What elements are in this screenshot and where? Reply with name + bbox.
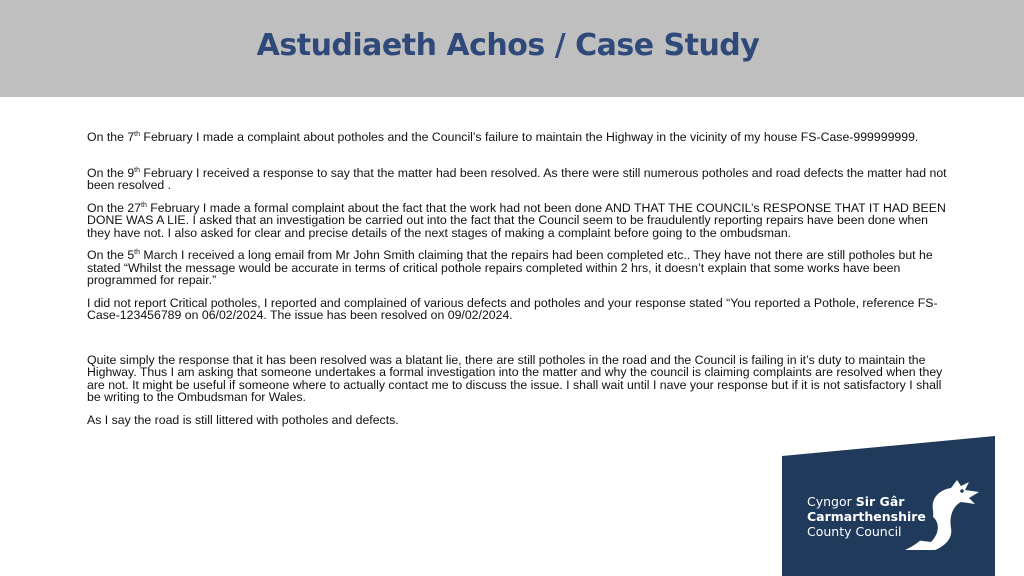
page-title: Astudiaeth Achos / Case Study <box>256 28 760 63</box>
paragraph-3 <box>87 202 947 240</box>
paragraph-5: I did not report Critical potholes, I reported and complained of various defects and potholes and your response stated “You reported a Pothole, reference FS-Case-123456789 on 06/02/2024. The issue has been resolved on 09/02/2024. <box>87 295 938 322</box>
paragraph-6: Quite simply the response that it has been resolved was a blatant lie, there are still potholes in the road and the Council is failing in it’s duty to maintain the Highway. Thus I am asking that someone undertakes a formal investigation into the matter and why the council is claiming complaints are resolved when they are not. It might be useful if someone where to actually contact me to discuss the issue. I shall wait until I nave your response but if it is not satisfactory I shall be writing to the Ombudsman for Wales. <box>87 352 943 404</box>
paragraph-2-text-a: On the 9 <box>87 165 135 180</box>
paragraph-3-ordinal: th <box>141 201 147 209</box>
paragraph-2-text-b: February I received a response to say that the matter had been resolved. As there were still numerous potholes and road defects the matter had not been resolved . <box>87 165 947 192</box>
paragraph-1-text-b: February I made a complaint about potholes and the Council’s failure to maintain the Highway in the vicinity of my house FS-Case-999999999. <box>140 130 919 144</box>
dragon-icon <box>895 470 983 552</box>
logo-cyngor: Cyngor <box>807 494 856 509</box>
paragraph-1-ordinal: th <box>134 130 141 138</box>
paragraph-1-text-a: On the 7 <box>87 130 135 144</box>
paragraph-1 <box>87 131 947 144</box>
paragraph-3-text-a: On the 27 <box>87 200 142 215</box>
paragraph-7: As I say the road is still littered with potholes and defects. <box>87 412 399 427</box>
case-study-body <box>87 131 947 426</box>
paragraph-4-text-a: On the 5 <box>87 248 135 262</box>
paragraph-2-ordinal: th <box>134 166 141 174</box>
logo-sir-gar: Sir Gâr <box>855 494 905 509</box>
logo-line-3: County Council <box>807 524 902 539</box>
paragraph-4-text-b: March I received a long email from Mr John Smith claiming that the repairs had been completed etc.. They have not there are still potholes but he stated “Whilst the message would be accurate in terms of critical pothole repairs completed within 2 hrs, it doesn’t explain that some works have been programmed for repair.” <box>87 248 933 287</box>
paragraph-4 <box>87 249 947 287</box>
logo-line-2: Carmarthenshire <box>807 509 926 524</box>
paragraph-3-text-b: February I made a formal complaint about the fact that the work had not been done AND THAT THE COUNCIL’s RESPONSE THAT IT HAD BEEN DONE WAS A LIE. I asked that an investigation be carried out into the fact that the Council seem to be fraudulently reporting repairs have been done when they have not. I also asked for clear and precise details of the next stages of making a complaint before going to the ombudsman. <box>87 200 946 240</box>
paragraph-4-ordinal: th <box>134 248 141 256</box>
paragraph-2 <box>87 167 947 192</box>
